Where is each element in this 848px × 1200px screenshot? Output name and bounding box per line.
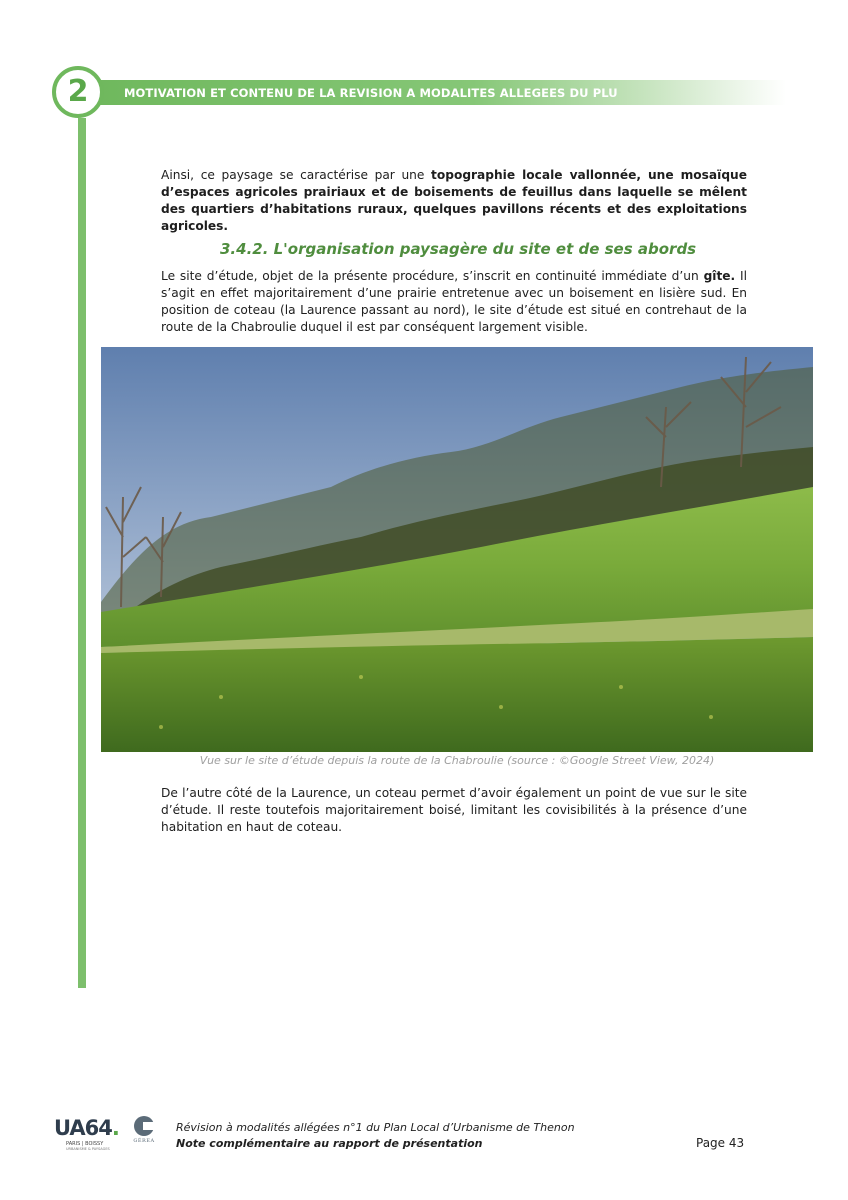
ua64-logo-tagline: URBANISME & PAYSAGES [66,1147,110,1151]
paragraph-bold-text: topographie locale vallonnée, une mosaïque d’espaces agricoles prairiaux et de boisements de feuillus dans laquelle se mêlent des quartiers d’habitations ruraux, quelques pavillons récents et des exploitations agricoles. [161,168,747,233]
paragraph-text: Le site d’étude, objet de la présente procédure, s’inscrit en continuité immédiate d’un [161,269,704,283]
paragraph-text: Ainsi, ce paysage se caractérise par une [161,168,432,182]
site-photo [101,347,813,752]
photo-caption: Vue sur le site d’étude depuis la route de la Chabroulie (source : ©Google Street View, 2024) [199,754,715,767]
left-accent-bar [78,118,86,988]
logo-dot: . [111,1116,119,1140]
paragraph-bold-text: gîte. [703,269,736,283]
gerea-logo-text: GÉREA [133,1138,155,1144]
page-number: Page 43 [696,1136,745,1150]
section-heading: 3.4.2. L'organisation paysagère du site et de ses abords [220,240,697,258]
chapter-number-badge [52,66,104,118]
gerea-logo [130,1116,158,1144]
gerea-logo-icon [134,1116,154,1136]
chapter-header-bar [92,80,786,105]
ua64-logo-subtitle: PARIS | BOISSY [66,1141,104,1147]
paragraph-site-description [161,268,747,336]
paragraph-opposite-hillside: De l’autre côté de la Laurence, un coteau permet d’avoir également un point de vue sur le site d’étude. Il reste toutefois majoritairement boisé, limitant les covisibilités à la présence d’une habitation en haut de coteau. [161,786,747,834]
ua64-logo-text [54,1118,119,1139]
ua64-logo [54,1118,119,1151]
logo-letters: UA64 [54,1116,112,1140]
footer-document-info [176,1120,575,1152]
chapter-title: MOTIVATION ET CONTENU DE LA REVISION A MODALITES ALLEGEES DU PLU [124,85,618,100]
footer-document-subtitle: Note complémentaire au rapport de présentation [176,1137,483,1150]
paragraph-landscape-summary [161,167,747,235]
footer-document-title: Révision à modalités allégées n°1 du Plan Local d’Urbanisme de Thenon [176,1121,575,1134]
paragraph-text: Il s’agit en effet majoritairement d’une prairie entretenue avec un boisement en lisière sud. En position de coteau (la Laurence passant au nord), le site d’étude est situé en contrehaut de la route de la Chabroulie duquel il est par conséquent largement visible. [161,269,747,334]
chapter-number: 2 [67,74,89,109]
